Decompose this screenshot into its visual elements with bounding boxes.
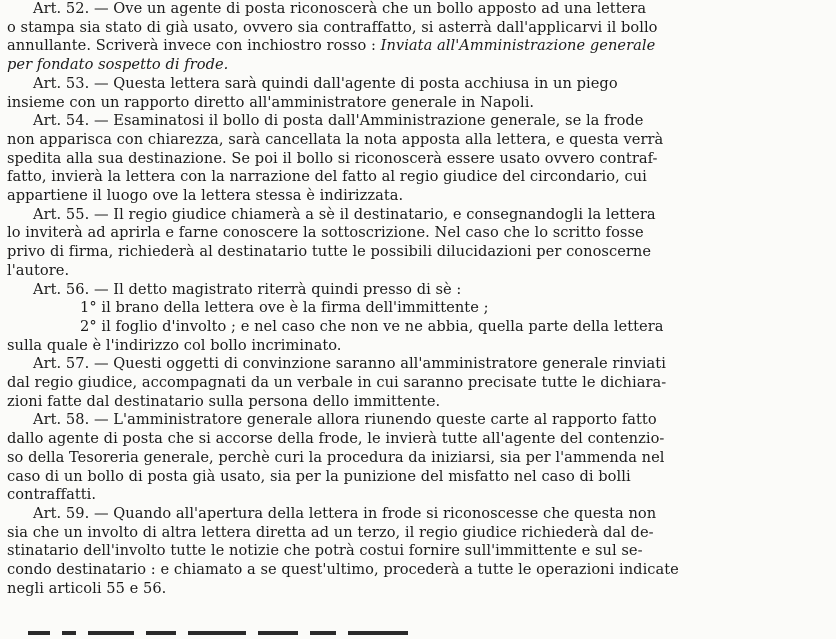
text-line: lo inviterà ad aprirla e farne conoscere la sottoscrizione. Nel caso che lo scritto fosse xyxy=(7,224,644,242)
text-line: Art. 54. — Esaminatosi il bollo di posta dall'Amministrazione generale, se la frode xyxy=(33,112,644,130)
text-line: o stampa sia stato di già usato, ovvero sia contraffatto, si asterrà dall'applicarvi il bollo xyxy=(7,18,658,36)
text-line: Art. 59. — Quando all'apertura della lettera in frode si riconoscesse che questa non xyxy=(33,504,657,522)
article-56 xyxy=(7,281,830,356)
article-52 xyxy=(7,0,830,75)
article-55 xyxy=(7,206,830,281)
text-segment: annullante. Scriverà invece con inchiostro rosso : xyxy=(7,37,376,55)
text-line: non apparisca con chiarezza, sarà cancellata la nota apposta alla lettera, e questa verrà xyxy=(7,130,664,148)
text-line: dal regio giudice, accompagnati da un verbale in cui saranno precisate tutte le dichiara- xyxy=(7,374,667,392)
text-line: stinatario dell'involto tutte le notizie che potrà costui fornire sull'immittente e sul se- xyxy=(7,542,643,560)
text-line: l'autore. xyxy=(7,261,70,279)
text-line: zioni fatte dal destinatario sulla persona dello immittente. xyxy=(7,392,441,410)
text-line: dallo agente di posta che si accorse della frode, le invierà tutte all'agente del contenzio- xyxy=(7,430,665,448)
article-57 xyxy=(7,355,830,411)
text-line: sia che un involto di altra lettera diretta ad un terzo, il regio giudice richiederà dal de- xyxy=(7,523,654,541)
text-line: fatto, invierà la lettera con la narrazione del fatto al regio giudice del circondario, cui xyxy=(7,168,647,186)
italic-note: Inviata all'Amministrazione generale xyxy=(380,37,656,55)
text-line: spedita alla sua destinazione. Se poi il bollo si riconoscerà essere usato ovvero contraf- xyxy=(7,149,658,167)
text-line: privo di firma, richiederà al destinatario tutte le possibili dilucidazioni per conoscerne xyxy=(7,243,652,261)
article-54 xyxy=(7,112,830,206)
ink-fragment-icon xyxy=(28,630,448,637)
text-line: Art. 55. — Il regio giudice chiamerà a sè il destinatario, e consegnandogli la lettera xyxy=(33,205,656,223)
text-line: condo destinatario : e chiamato a se quest'ultimo, procederà a tutte le operazioni indicate xyxy=(7,561,679,579)
cropped-next-line xyxy=(0,630,836,639)
text-line: Art. 52. — Ove un agente di posta riconoscerà che un bollo apposto ad una lettera xyxy=(33,0,647,17)
text-line: so della Tesoreria generale, perchè curi la procedura da iniziarsi, sia per l'ammenda nel xyxy=(7,448,665,466)
text-line: Art. 56. — Il detto magistrato riterrà quindi presso di sè : xyxy=(33,280,462,298)
article-58 xyxy=(7,411,830,505)
text-line: insieme con un rapporto diretto all'amministratore generale in Napoli. xyxy=(7,93,535,111)
text-line xyxy=(7,37,830,56)
article-59 xyxy=(7,505,830,599)
text-line: appartiene il luogo ove la lettera stessa è indirizzata. xyxy=(7,187,404,205)
text-line: Art. 53. — Questa lettera sarà quindi dall'agente di posta acchiusa in un piego xyxy=(33,74,618,92)
list-item: 1° il brano della lettera ove è la firma dell'immittente ; xyxy=(80,299,489,317)
cropped-line-fragment xyxy=(28,630,448,639)
text-line: contraffatti. xyxy=(7,486,97,504)
text-line: caso di un bollo di posta già usato, sia per la punizione del misfatto nel caso di bolli xyxy=(7,467,631,485)
text-line: Art. 57. — Questi oggetti di convinzione saranno all'amministratore generale rinviati xyxy=(33,355,666,373)
text-line: negli articoli 55 e 56. xyxy=(7,579,167,597)
text-line: sulla quale è l'indirizzo col bollo incriminato. xyxy=(7,336,342,354)
italic-note-tail: per fondato sospetto di frode. xyxy=(7,56,229,74)
italic-note-continuation xyxy=(7,56,830,75)
text-line: Art. 58. — L'amministratore generale allora riunendo queste carte al rapporto fatto xyxy=(33,411,657,429)
article-53 xyxy=(7,75,830,112)
list-item: 2° il foglio d'involto ; e nel caso che non ve ne abbia, quella parte della lettera xyxy=(80,317,664,335)
